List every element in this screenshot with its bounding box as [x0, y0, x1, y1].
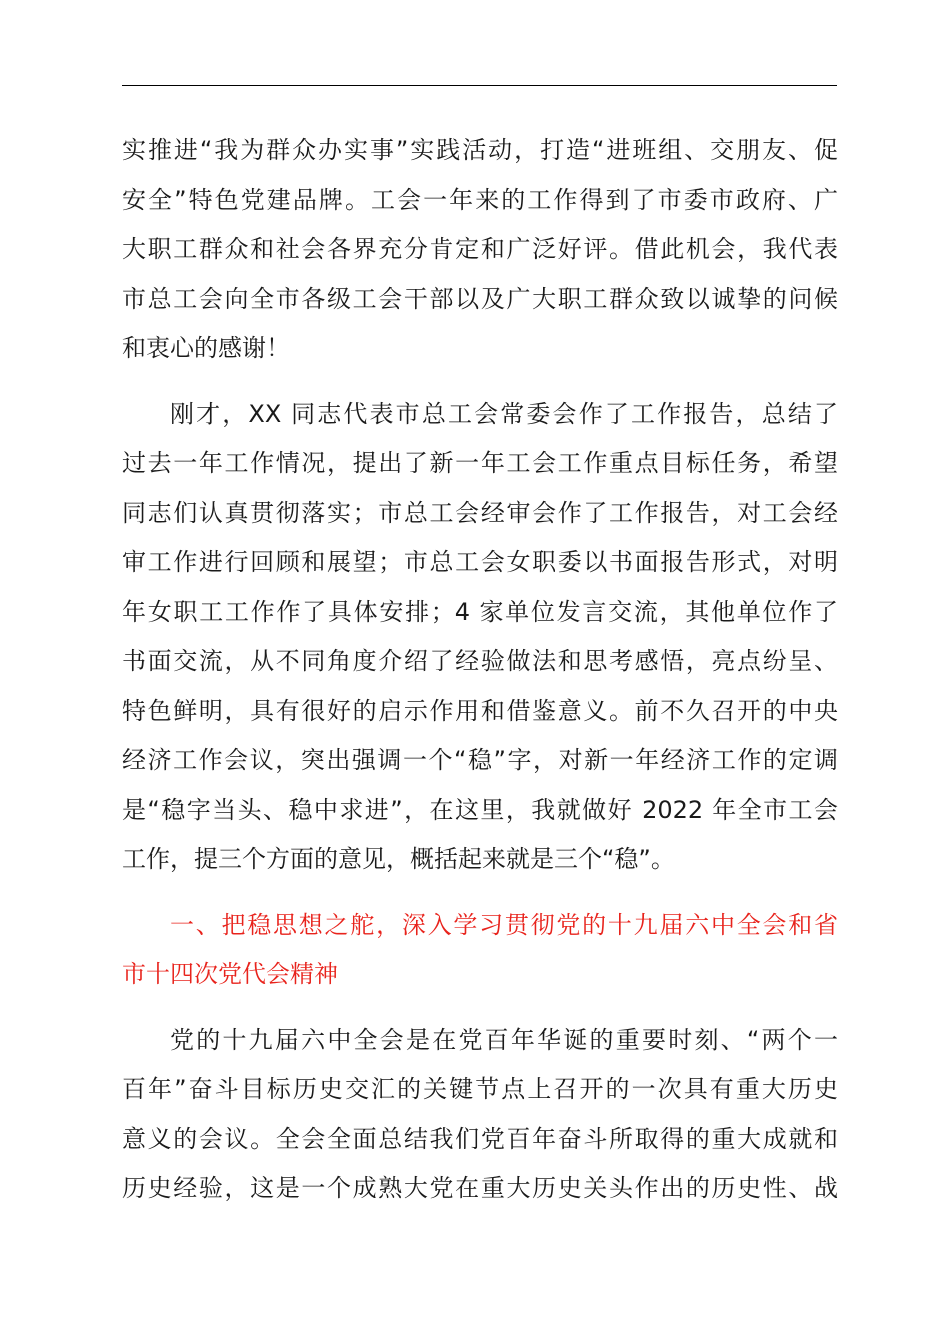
text-line: 百年”奋斗目标历史交汇的关键节点上召开的一次具有重大历史 [122, 1075, 838, 1103]
paragraph-gap [122, 887, 838, 903]
paragraph-plenum [122, 1018, 838, 1216]
text-line: 是“稳字当头、稳中求进”，在这里，我就做好 2022 年全市工会 [122, 795, 838, 824]
paragraph-gap [122, 1002, 838, 1018]
text-line: 刚才，XX 同志代表市总工会常委会作了工作报告，总结了 [170, 399, 838, 428]
text-line: 安全”特色党建品牌。工会一年来的工作得到了市委市政府、广 [122, 185, 838, 214]
text-line: 大职工群众和社会各界充分肯定和广泛好评。借此机会，我代表 [122, 235, 838, 263]
text-line: 实推进“我为群众办实事”实践活动，打造“进班组、交朋友、促 [122, 136, 838, 164]
text-line: 党的十九届六中全会是在党百年华诞的重要时刻、“两个一 [170, 1025, 838, 1054]
text-line: 书面交流，从不同角度介绍了经验做法和思考感悟，亮点纷呈、 [122, 647, 838, 675]
text-line: 市总工会向全市各级工会干部以及广大职工群众致以诚挚的问候 [122, 284, 838, 313]
paragraph-review [122, 392, 838, 887]
text-line: 工作，提三个方面的意见，概括起来就是三个“稳”。 [122, 845, 675, 873]
paragraph-gap [122, 376, 838, 392]
text-line: 历史经验，这是一个成熟大党在重大历史关头作出的历史性、战 [122, 1174, 838, 1202]
heading-line: 一、把稳思想之舵，深入学习贯彻党的十九届六中全会和省 [170, 910, 838, 939]
header-rule [122, 85, 837, 86]
text-line: 审工作进行回顾和展望；市总工会女职委以书面报告形式，对明 [122, 548, 838, 576]
document-body [122, 128, 838, 1216]
text-line: 意义的会议。全会全面总结我们党百年奋斗所取得的重大成就和 [122, 1124, 838, 1153]
heading-line: 市十四次党代会精神 [122, 960, 338, 988]
text-line: 同志们认真贯彻落实；市总工会经审会作了工作报告，对工会经 [122, 498, 838, 527]
section-heading [122, 903, 838, 1002]
text-line: 年女职工工作作了具体安排；4 家单位发言交流，其他单位作了 [122, 597, 838, 626]
text-line: 经济工作会议，突出强调一个“稳”字，对新一年经济工作的定调 [122, 746, 838, 774]
text-line: 过去一年工作情况，提出了新一年工会工作重点目标任务，希望 [122, 449, 838, 477]
text-line: 和衷心的感谢！ [122, 334, 290, 362]
paragraph-opening [122, 128, 838, 376]
text-line: 特色鲜明，具有很好的启示作用和借鉴意义。前不久召开的中央 [122, 696, 838, 725]
